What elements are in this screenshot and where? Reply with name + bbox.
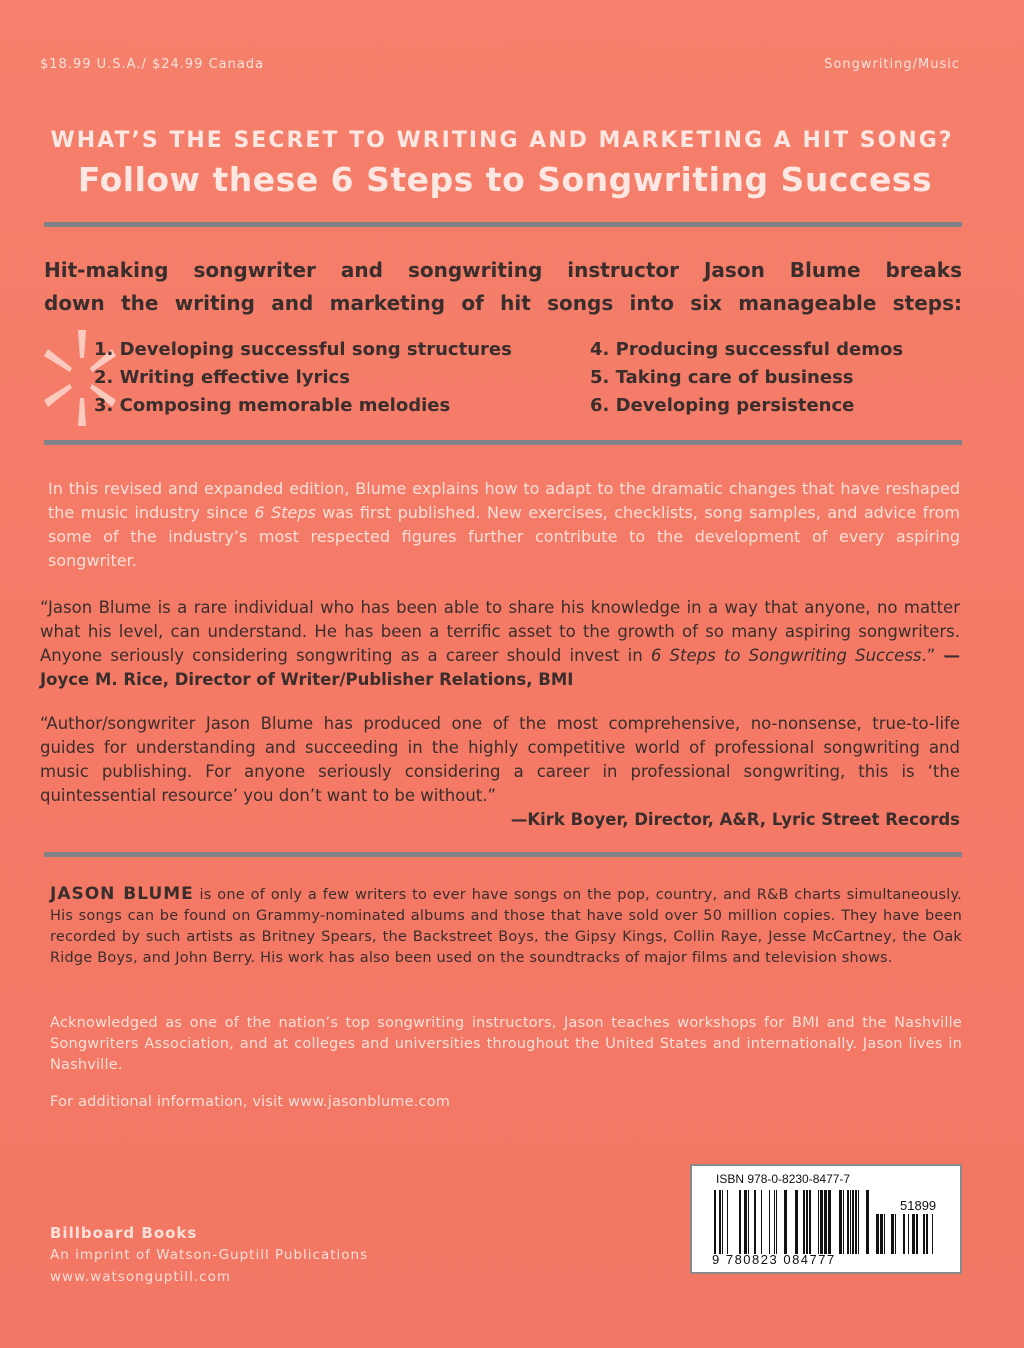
barcode-digits: 9 780823 084777 [712,1252,836,1267]
bio-text: is one of only a few writers to ever have songs on the pop, country, and R&B charts simultaneously. His songs can be found on Grammy-nominated albums and those that have sold over 50 million copies. They have been recorded by such artists as Britney Spears, the Backstreet Boys, the Gipsy Kings, Collin Raye, Jesse McCartney, the Oak Ridge Boys, and John Berry. His work has also been used on the soundtracks of major films and television shows. [50,887,962,966]
publisher-block [50,1222,368,1288]
isbn-label: ISBN 978-0-8230-8477-7 [716,1172,851,1186]
quote-text: “Jason Blume is a rare individual who has been able to share his knowledge in a way that anyone, no matter what his level, can understand. He has been a terrific asset to the growth of so many aspiring songwriters. Anyone seriously considering songwriting as a career should invest in [40,598,960,665]
description-text: In this revised and expanded edition, Blume explains how to adapt to the dramatic changes that have reshaped the music industry since [48,479,960,522]
publisher-url: www.watsonguptill.com [50,1269,231,1285]
testimonial-quote [40,596,960,692]
divider-rule [44,852,962,857]
quote-attribution: —Joyce M. Rice, Director of Writer/Publisher Relations, BMI [40,646,960,689]
quote-attribution: —Kirk Boyer, Director, A&R, Lyric Street Records [510,810,960,829]
category-label: Songwriting/Music [824,57,960,72]
quote-text: “Author/songwriter Jason Blume has produced one of the most comprehensive, no-nonsense, true-to-life guides for understanding and succeeding in the highly competitive world of professional songwriting and music publishing. For anyone seriously considering a career in professional songwriting, this is ‘the quintessential resource’ you don’t want to be without.” [40,714,960,805]
step-item: 1. Developing successful song structures [94,339,512,360]
price-label: $18.99 U.S.A./ $24.99 Canada [40,57,265,72]
author-name: JASON BLUME [50,884,194,904]
divider-rule [44,440,962,445]
author-bio-continued: Acknowledged as one of the nation’s top songwriting instructors, Jason teaches workshops for BMI and the Nashville Songwriters Association, and at colleges and universities throughout the United States and internationally. Jason lives in Nashville. [50,1015,962,1073]
intro-line: down the writing and marketing of hit songs into six manageable steps: [44,291,962,315]
testimonial-quote [40,712,960,832]
more-info-text: For additional information, visit www.jasonblume.com [50,1094,451,1110]
step-item: 2. Writing effective lyrics [94,367,350,388]
headline-question: WHAT’S THE SECRET TO WRITING AND MARKETING A HIT SONG? [50,128,954,153]
publisher-imprint: An imprint of Watson-Guptill Publications [50,1247,369,1263]
step-item: 3. Composing memorable melodies [94,395,451,416]
description-text: was first published. New exercises, checklists, song samples, and advice from some of the industry’s most respected figures further contribute to the development of every aspiring songwriter. [48,503,961,570]
description-paragraph [48,477,960,573]
headline-title: Follow these 6 Steps to Songwriting Success [77,160,933,199]
divider-rule [44,222,962,227]
steps-list-left [94,336,512,420]
quote-book-title: 6 Steps to Songwriting Success [650,646,922,665]
author-bio [50,884,962,969]
step-item: 6. Developing persistence [590,395,855,416]
step-item: 5. Taking care of business [590,367,854,388]
barcode-panel [690,1164,962,1274]
price-code: 51899 [900,1198,937,1213]
intro-text [44,254,962,320]
step-item: 4. Producing successful demos [590,339,904,360]
addon-barcode-icon [876,1214,946,1254]
intro-line: Hit-making songwriter and songwriting instructor Jason Blume breaks [44,258,962,282]
publisher-name: Billboard Books [50,1224,198,1242]
barcode-icon [714,1190,874,1254]
quote-text: .” [921,646,936,665]
description-title: 6 Steps [254,503,316,522]
steps-list-right [590,336,903,420]
